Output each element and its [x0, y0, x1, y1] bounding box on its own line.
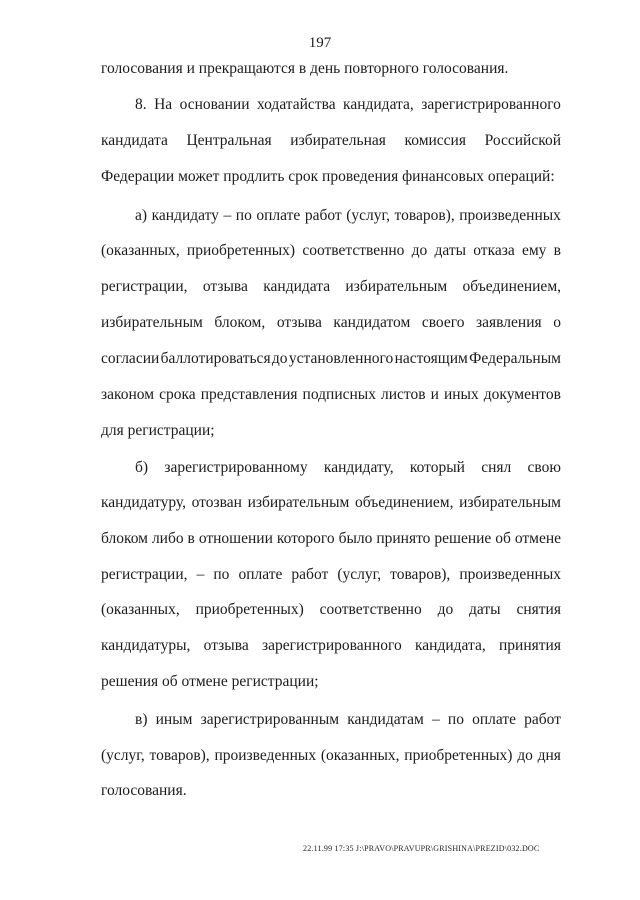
body-word: отзыва [202, 278, 248, 295]
body-word: до [437, 601, 454, 618]
body-word: в [187, 530, 195, 547]
body-word: приобретенных) [186, 242, 296, 259]
body-word: объединением, [355, 494, 454, 511]
body-word: документов [483, 386, 561, 403]
body-word: (услуг, [337, 566, 382, 583]
body-word: которого [276, 530, 335, 547]
body-line [101, 600, 561, 620]
body-word: приобретенных) [404, 747, 513, 764]
body-word: снятия [516, 601, 561, 618]
body-word: зарегистрированному [164, 459, 308, 476]
body-word: кандидатуры, [101, 637, 191, 654]
body-line: решения об отмене регистрации; [101, 673, 319, 690]
body-word: Центральная [186, 132, 272, 149]
body-word: до [271, 350, 288, 367]
body-word: – [223, 207, 232, 224]
body-word: согласии [101, 350, 160, 367]
body-word: принятия [499, 637, 561, 654]
body-word: а) [135, 207, 148, 224]
body-word: регистрации, [101, 278, 188, 295]
body-word: по [235, 207, 252, 224]
body-word: зарегистрированного [261, 637, 402, 654]
body-word: подписных [302, 386, 376, 403]
body-word: Федеральным [469, 350, 561, 367]
body-word: установленного [288, 350, 394, 367]
body-word: кандидатам [347, 711, 424, 728]
body-word: избирательным [247, 494, 350, 511]
body-word: 8. [135, 96, 147, 113]
body-line [101, 206, 561, 226]
body-word: решение [434, 530, 492, 547]
body-word: Российской [484, 132, 561, 149]
body-line: голосования и прекращаются в день повторного голосования. [101, 60, 509, 77]
body-line [101, 565, 561, 585]
body-word: по [213, 566, 230, 583]
body-word: отказа [473, 242, 515, 259]
body-word: регистрации, [101, 566, 188, 583]
body-word: который [409, 459, 465, 476]
body-line [101, 385, 561, 405]
body-line [101, 241, 561, 261]
body-word: кандидата [263, 278, 331, 295]
body-word: кандидата, [415, 637, 486, 654]
body-word: избирательным [101, 314, 203, 331]
body-word: (оказанных, [101, 601, 180, 618]
body-word: баллотироваться [160, 350, 271, 367]
body-word: зарегистрированного [421, 96, 561, 113]
body-line: для регистрации; [101, 422, 215, 439]
body-word: комиссия [404, 132, 466, 149]
body-word: кандидатом [333, 314, 411, 331]
body-line [101, 636, 561, 656]
body-line: голосования. [101, 782, 187, 799]
body-line [101, 493, 561, 513]
body-word: по [447, 711, 464, 728]
body-word: (услуг, [101, 747, 145, 764]
body-word: объединением, [462, 278, 561, 295]
body-word: в [553, 242, 561, 259]
body-word: кандидата, [343, 96, 414, 113]
body-line: Федерации может продлить срок проведения финансовых операций: [101, 168, 555, 185]
body-word: кандидата [101, 132, 168, 149]
body-word: отзыва [203, 637, 249, 654]
body-word: ходатайства [256, 96, 336, 113]
body-word: заявления [476, 314, 542, 331]
body-line [101, 313, 561, 333]
body-word: до [411, 242, 428, 259]
body-word: кандидату [151, 207, 219, 224]
body-word: иным [155, 711, 193, 728]
body-word: произведенных [459, 566, 561, 583]
body-word: даты [469, 601, 501, 618]
body-word: даты [434, 242, 467, 259]
body-word: оплате [472, 711, 517, 728]
body-word: произведенных [459, 207, 561, 224]
body-word: основании [179, 96, 250, 113]
body-word: отмене [514, 530, 561, 547]
body-word: товаров), [149, 747, 210, 764]
body-word: (услуг, [346, 207, 390, 224]
body-word: о [553, 314, 561, 331]
body-word: до [517, 747, 533, 764]
body-word: кандидатуру, [101, 494, 186, 511]
body-word: избирательная [290, 132, 386, 149]
body-line [101, 277, 561, 297]
body-word: работ [304, 207, 342, 224]
body-word: принято [376, 530, 431, 547]
body-word: отзыва [276, 314, 322, 331]
body-word: кандидату, [323, 459, 394, 476]
body-line [101, 710, 561, 730]
body-word: работ [291, 566, 329, 583]
body-word: соответственно [302, 242, 405, 259]
body-word: оплате [256, 207, 301, 224]
body-word: представления [200, 386, 298, 403]
body-word: соответственно [319, 601, 422, 618]
body-word: настоящим [394, 350, 468, 367]
body-word: снял [481, 459, 512, 476]
body-word: блоком [101, 530, 148, 547]
body-word: произведенных [214, 747, 317, 764]
body-word: товаров), [390, 566, 451, 583]
body-word: б) [135, 459, 149, 476]
body-word: блоком, [214, 314, 266, 331]
body-line [101, 529, 561, 549]
body-word: ему [521, 242, 547, 259]
body-word: дня [537, 747, 561, 764]
body-word: работ [524, 711, 561, 728]
page-number: 197 [308, 35, 332, 51]
body-word: товаров), [394, 207, 455, 224]
body-line [101, 746, 561, 766]
body-word: в) [135, 711, 148, 728]
body-word: законом [101, 386, 155, 403]
body-word: приобретенных) [195, 601, 304, 618]
body-word: было [338, 530, 373, 547]
body-word: зарегистрированным [200, 711, 340, 728]
body-word: (оказанных, [320, 747, 400, 764]
body-word: своего [421, 314, 465, 331]
body-word: свою [527, 459, 561, 476]
body-word: срока [159, 386, 196, 403]
file-path-footer: 22.11.99 17:35 J:\PRAVO\PRAVUPR\GRISHINA\PREZID\032.DOC [303, 844, 540, 853]
body-word: – [196, 566, 205, 583]
body-word: отозван [191, 494, 242, 511]
body-word: либо [151, 530, 184, 547]
body-word: иных [443, 386, 479, 403]
body-word: избирательным [345, 278, 448, 295]
body-word: – [432, 711, 440, 728]
body-word: оплате [238, 566, 283, 583]
body-word: об [495, 530, 511, 547]
body-line [101, 349, 561, 369]
body-line [101, 458, 561, 478]
body-word: листов [381, 386, 426, 403]
body-line [101, 95, 561, 115]
body-word: На [154, 96, 173, 113]
body-word: избирательным [459, 494, 561, 511]
body-word: отношении [198, 530, 273, 547]
body-line [101, 131, 561, 151]
body-word: и [430, 386, 439, 403]
body-word: (оказанных, [101, 242, 180, 259]
